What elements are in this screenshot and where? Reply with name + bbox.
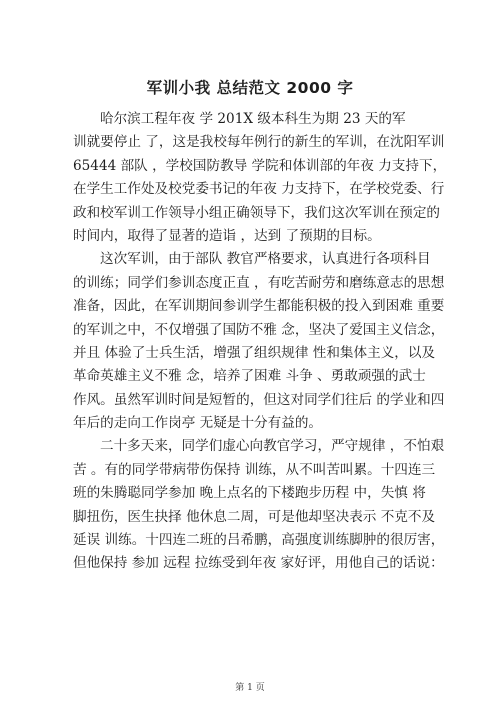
- paragraph-3-line-5: 延误 训练。十四连二班的吕希鹏，高强度训练脚肿的很厉害，: [73, 532, 445, 549]
- paragraph-2-line-5: 并且 体验了士兵生活，增强了组织规律 性和集体主义，以及: [73, 344, 436, 361]
- paragraph-2-line-2: 的训练；同学们参训态度正直 ，有吃苦耐劳和磨练意志的思想: [73, 274, 445, 291]
- paragraph-1-line-6: 时间内，取得了显著的造诣 ，达到 了预期的目标。: [73, 227, 381, 244]
- paragraph-2-line-7: 作风。虽然军训时间是短暂的，但这对同学们往后 的学业和四: [73, 391, 445, 408]
- paragraph-2-line-3: 准备，因此，在军训期间参训学生都能积极的投入到困难 重要: [73, 298, 445, 315]
- paragraph-2-line-6: 革命英雄主义不雅 念，培养了困难 斗争 、勇敢顽强的武士: [73, 368, 426, 385]
- paragraph-3-line-2: 苦 。有的同学带病带伤保持 训练，从不叫苦叫累。十四连三: [73, 461, 436, 478]
- paragraph-2-line-1: 这次军训，由于部队 教官严格要求，认真进行各项科目: [100, 251, 431, 268]
- paragraph-1-line-1: 哈尔滨工程年夜 学 201X 级本科生为期 23 天的军: [100, 111, 406, 127]
- paragraph-2-line-8: 年后的走向工作岗亭 无疑是十分有益的。: [73, 415, 323, 432]
- paragraph-1-line-5: 政和校军训工作领导小组正确领导下，我们这次军训在预定的: [73, 204, 441, 221]
- page-number: 第 1 页: [235, 683, 265, 693]
- document-body: [73, 108, 447, 576]
- paragraph-3-line-3: 班的朱腾聪同学参加 晚上点名的下楼跑步历程 中，失慎 将: [73, 485, 426, 502]
- paragraph-3-line-4: 脚扭伤，医生抉择 他休息二周，可是他却坚决表示 不克不及: [73, 508, 436, 525]
- paragraph-2-line-4: 的军训之中，不仅增强了国防不雅 念，坚决了爱国主义信念，: [73, 321, 445, 338]
- paragraph-3-line-1: 二十多天来，同学们虚心向教官学习，严守规律 ，不怕艰: [100, 438, 445, 455]
- paragraph-1-line-4: 在学生工作处及校党委书记的年夜 力支持下，在学校党委、行: [73, 181, 445, 198]
- document-title: 军训小我 总结范文 2000 字: [146, 79, 354, 97]
- paragraph-3-line-6: 但他保持 参加 远程 拉练受到年夜 家好评，用他自己的话说：: [73, 555, 444, 572]
- paragraph-1-line-3: 65444 部队 ，学校国防教导 学院和体训部的年夜 力支持下，: [73, 157, 447, 174]
- paragraph-1-line-2: 训就要停止 了，这是我校每年例行的新生的军训，在沈阳军训: [73, 134, 445, 151]
